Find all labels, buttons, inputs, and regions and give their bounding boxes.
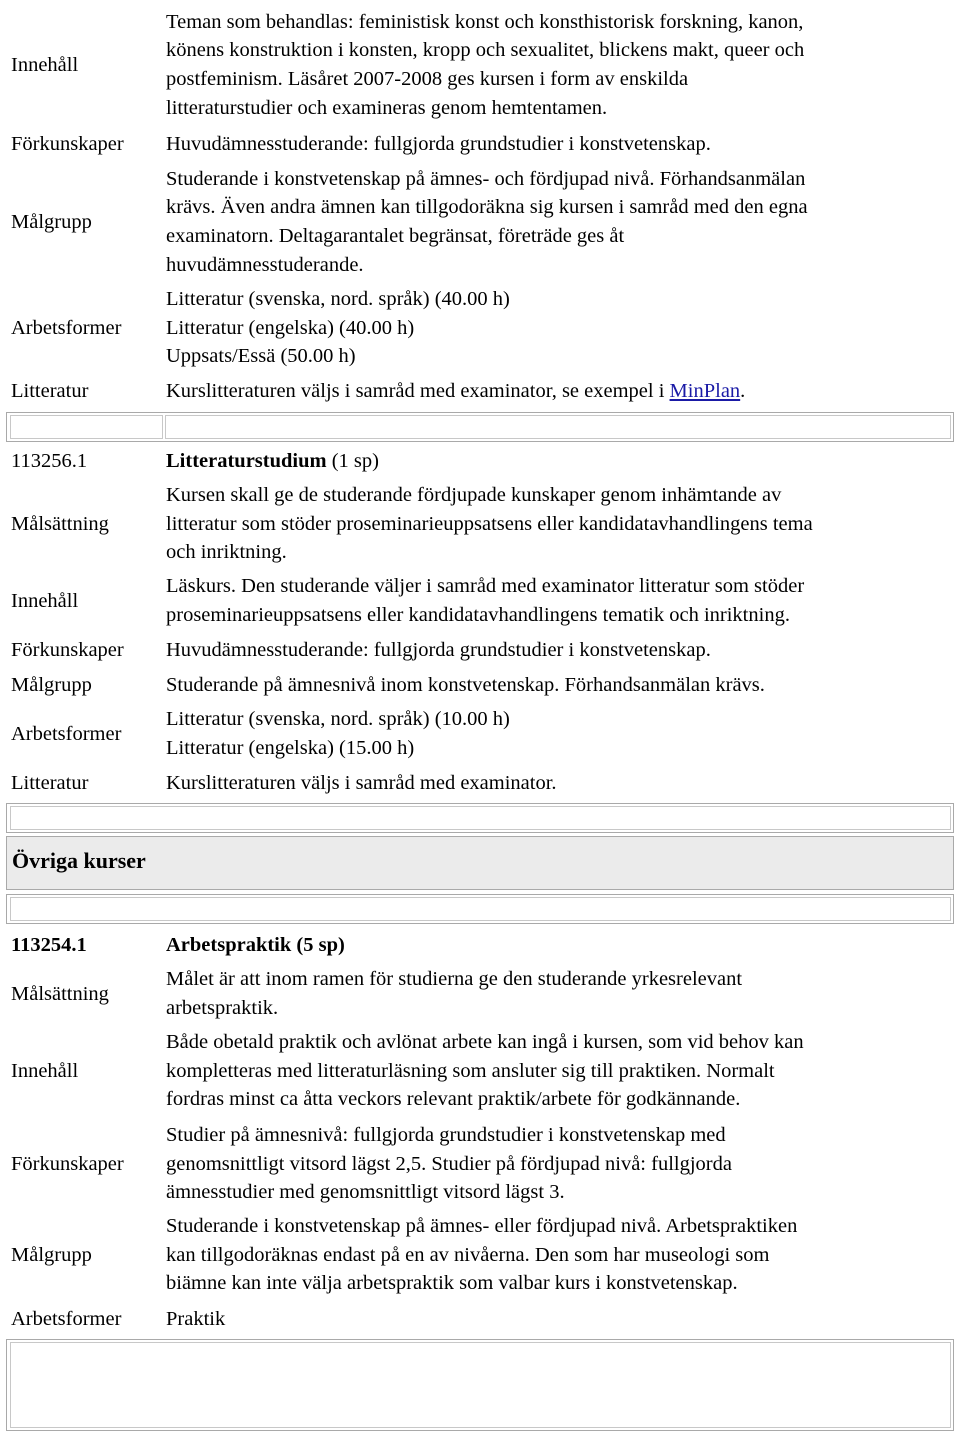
field-label: Litteratur <box>11 771 89 794</box>
field-content <box>159 8 954 122</box>
text-segment: . <box>740 379 746 402</box>
row-litteratur <box>6 767 954 799</box>
text-line: Läskurs. Den studerande väljer i samråd med examinator litteratur som stöder <box>166 575 805 598</box>
row-innehall <box>6 571 954 631</box>
field-label: Innehåll <box>11 589 79 612</box>
row-forkunskaper <box>6 128 954 160</box>
row-malsattning <box>6 480 954 568</box>
field-label: Arbetsformer <box>11 722 122 745</box>
text-line: postfeminism. Läsåret 2007-2008 ges kursen i form av enskilda <box>166 68 689 90</box>
text-line: könens konstruktion i konsten, kropp och sexualitet, blickens makt, queer och <box>166 39 805 62</box>
text-line: Både obetald praktik och avlönat arbete kan ingå i kursen, som vid behov kan <box>166 1031 804 1054</box>
text-line: huvudämnesstuderande. <box>166 253 364 276</box>
text-line: Litteratur (engelska) (15.00 h) <box>166 737 415 759</box>
field-content <box>159 130 954 159</box>
course-credits: (1 sp) <box>326 449 379 472</box>
row-litteratur <box>6 375 954 407</box>
field-content <box>159 1212 954 1298</box>
row-arbetsformer <box>6 284 954 372</box>
field-label: Innehåll <box>11 53 79 76</box>
field-label: Arbetsformer <box>11 316 122 339</box>
text-line: litteratur som stöder proseminarieuppsatsens eller kandidatavhandlingens tema <box>166 512 813 535</box>
course-header <box>6 445 954 477</box>
text-line: Huvudämnesstuderande: fullgjorda grundstudier i konstvetenskap. <box>166 132 711 155</box>
field-label: Förkunskaper <box>11 132 124 155</box>
text-line: Studerande i konstvetenskap på ämnes- och fördjupad nivå. Förhandsanmälan <box>166 167 806 190</box>
row-innehall <box>6 1027 954 1115</box>
field-content <box>159 1305 954 1334</box>
text-line: Litteratur (svenska, nord. språk) (10.00 h) <box>166 708 510 731</box>
field-content <box>159 1121 954 1207</box>
text-segment: Kurslitteraturen väljs i samråd med examinator, se exempel i <box>166 379 670 402</box>
field-label: Målgrupp <box>11 1243 92 1266</box>
field-label: Målgrupp <box>11 210 92 233</box>
text-line: Praktik <box>166 1307 226 1330</box>
text-line: Uppsats/Essä (50.00 h) <box>166 345 356 368</box>
text-line: proseminarieuppsatsens eller kandidatavhandlingens tematik och inriktning. <box>166 604 790 626</box>
text-line: genomsnittligt vitsord lägst 2,5. Studier på fördjupad nivå: fullgjorda <box>166 1152 732 1175</box>
text-line: Teman som behandlas: feministisk konst och konsthistorisk forskning, kanon, <box>166 10 804 33</box>
field-label: Förkunskaper <box>11 638 124 661</box>
field-label: Arbetsformer <box>11 1307 122 1330</box>
text-line: Studerande i konstvetenskap på ämnes- eller fördjupad nivå. Arbetspraktiken <box>166 1215 798 1238</box>
field-content <box>159 377 954 406</box>
spacer-cell <box>10 897 951 921</box>
row-malgrupp <box>6 163 954 281</box>
field-content <box>159 1028 954 1114</box>
field-label: Målgrupp <box>11 673 92 696</box>
text-line: Kurslitteraturen väljs i samråd med examinator. <box>166 771 557 794</box>
field-content <box>159 481 954 567</box>
field-label: Målsättning <box>11 512 109 535</box>
field-content <box>159 572 954 629</box>
row-forkunskaper <box>6 1120 954 1208</box>
course-heading <box>159 931 954 960</box>
text-line: krävs. Även andra ämnen kan tillgodoräkna sig kursen i samråd med den egna <box>166 196 808 219</box>
text-line: ämnesstudier med genomsnittligt vitsord lägst 3. <box>166 1181 565 1204</box>
field-label: Litteratur <box>11 379 89 402</box>
field-label: Målsättning <box>11 982 109 1005</box>
field-content <box>159 285 954 371</box>
course-header <box>6 929 954 961</box>
text-line: litteraturstudier och examineras genom hemtentamen. <box>166 96 608 119</box>
text-line: fordras minst ca åtta veckors relevant praktik/arbete för godkännande. <box>166 1088 741 1111</box>
text-line: kompletteras med litteraturläsning som ansluter sig till praktiken. Normalt <box>166 1059 775 1082</box>
text-line: arbetspraktik. <box>166 997 279 1019</box>
text-line: Studerande på ämnesnivå inom konstvetenskap. Förhandsanmälan krävs. <box>166 673 765 696</box>
section-header <box>6 836 954 890</box>
spacer-cell <box>165 415 951 439</box>
field-label: Innehåll <box>11 1059 79 1082</box>
text-line: Kursen skall ge de studerande fördjupade kunskaper genom inhämtande av <box>166 484 782 507</box>
text-line: och inriktning. <box>166 541 287 564</box>
field-content <box>159 671 954 700</box>
text-line: biämne kan inte välja arbetspraktik som valbar kurs i konstvetenskap. <box>166 1272 738 1295</box>
spacer-cell <box>10 806 951 830</box>
field-content <box>159 165 954 279</box>
field-content <box>159 769 954 798</box>
field-content <box>159 636 954 665</box>
field-label: Förkunskaper <box>11 1152 124 1175</box>
row-arbetsformer <box>6 1303 954 1335</box>
minplan-link[interactable]: MinPlan <box>669 379 741 402</box>
row-malgrupp <box>6 1211 954 1299</box>
text-line: Målet är att inom ramen för studierna ge den studerande yrkesrelevant <box>166 968 743 991</box>
text-line: examinatorn. Deltagarantalet begränsat, företräde ges åt <box>166 225 625 247</box>
row-malgrupp <box>6 669 954 701</box>
course-credits: (5 sp) <box>291 933 345 956</box>
text-line: Litteratur (engelska) (40.00 h) <box>166 316 415 339</box>
row-forkunskaper <box>6 634 954 666</box>
course-code: 113254.1 <box>11 933 87 956</box>
field-content <box>159 965 954 1022</box>
text-line: Studier på ämnesnivå: fullgjorda grundstudier i konstvetenskap med <box>166 1124 726 1147</box>
text-line: kan tillgodoräknas endast på en av nivåerna. Den som har museologi som <box>166 1243 770 1266</box>
course-heading <box>159 447 954 476</box>
course-title: Arbetspraktik <box>166 933 292 956</box>
course-title: Litteraturstudium <box>166 449 327 472</box>
row-arbetsformer <box>6 704 954 764</box>
field-content <box>159 705 954 762</box>
text-line: Huvudämnesstuderande: fullgjorda grundstudier i konstvetenskap. <box>166 638 711 661</box>
row-innehall <box>6 6 954 124</box>
course-code: 113256.1 <box>11 449 88 472</box>
section-title: Övriga kurser <box>12 848 146 873</box>
spacer-cell <box>10 1342 951 1428</box>
text-line: Litteratur (svenska, nord. språk) (40.00 h) <box>166 288 510 311</box>
row-malsattning <box>6 964 954 1024</box>
spacer-cell <box>10 415 163 439</box>
